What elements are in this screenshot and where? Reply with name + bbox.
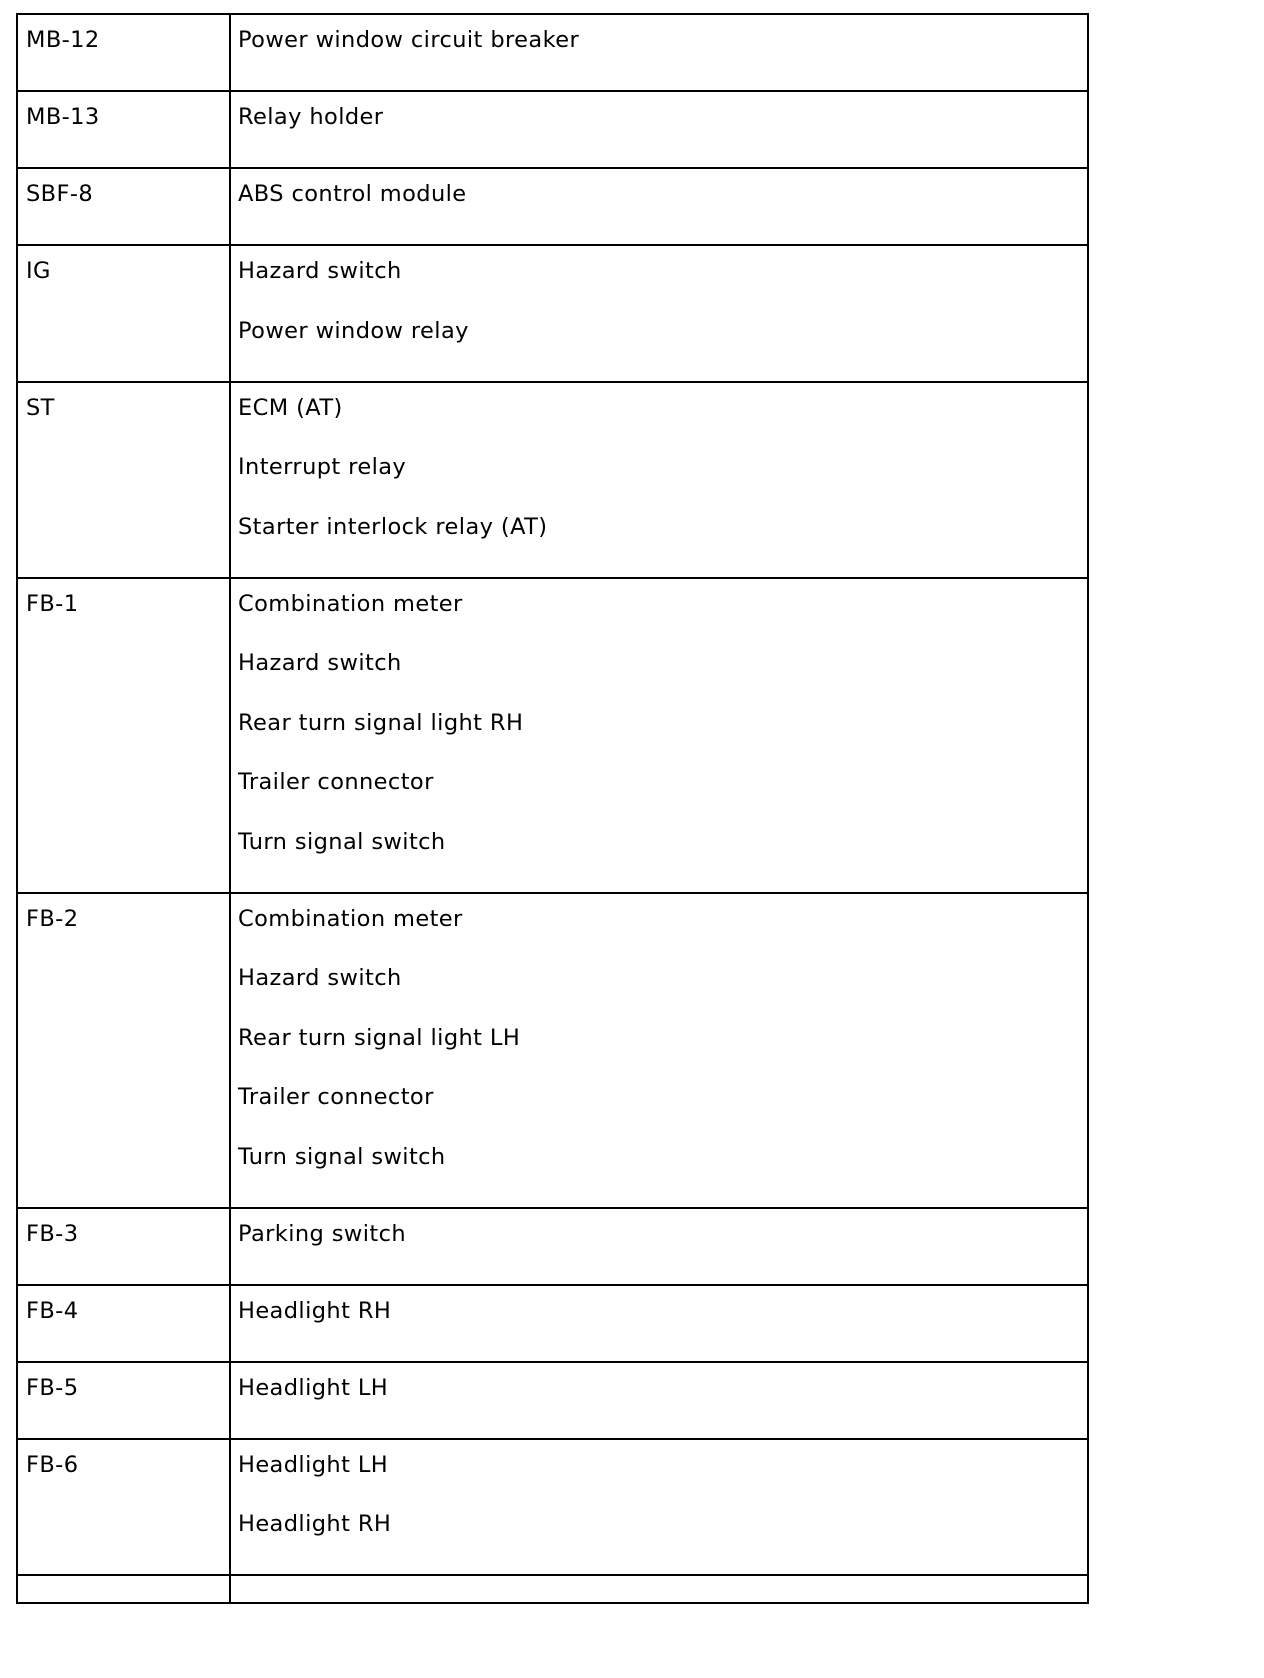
table-continuation-row (17, 1575, 1088, 1603)
components-cell (230, 91, 1088, 168)
fuse-cell (17, 245, 230, 382)
component-item: Combination meter (238, 590, 463, 617)
table-row (17, 14, 1088, 91)
component-item: Hazard switch (238, 258, 402, 284)
table-row (17, 893, 1088, 1208)
component-item: Power window relay (238, 317, 469, 344)
fuse-label: SBF-8 (26, 181, 94, 207)
fuse-cell (17, 1439, 230, 1576)
table-row (17, 91, 1088, 168)
component-item: Relay holder (238, 104, 384, 130)
fuse-label: IG (26, 258, 51, 284)
components-cell (230, 1285, 1088, 1362)
table-row (17, 168, 1088, 245)
table-row (17, 382, 1088, 578)
component-item: Turn signal switch (238, 828, 446, 855)
component-item: Hazard switch (238, 965, 402, 991)
components-cell (230, 382, 1088, 578)
fuse-label: MB-13 (26, 104, 100, 130)
components-cell (230, 14, 1088, 91)
component-item: Parking switch (238, 1220, 406, 1247)
components-cell (230, 245, 1088, 382)
fuse-application-table (16, 13, 1089, 1604)
continuation-cell (230, 1575, 1088, 1603)
fuse-label: FB-4 (26, 1297, 79, 1324)
fuse-label: MB-12 (26, 27, 100, 53)
fuse-label: ST (26, 394, 55, 421)
fuse-label: FB-3 (26, 1220, 79, 1247)
fuse-label: FB-1 (26, 590, 79, 617)
table-row (17, 1285, 1088, 1362)
component-item: Headlight LH (238, 1374, 389, 1401)
continuation-cell (17, 1575, 230, 1603)
fuse-cell (17, 1362, 230, 1439)
fuse-cell (17, 168, 230, 245)
fuse-cell (17, 91, 230, 168)
components-cell (230, 1362, 1088, 1439)
table-row (17, 1439, 1088, 1576)
fuse-cell (17, 14, 230, 91)
component-item: Trailer connector (238, 769, 434, 795)
component-item: Interrupt relay (238, 454, 407, 480)
component-item: Rear turn signal light RH (238, 709, 524, 736)
components-cell (230, 578, 1088, 893)
fuse-table-body (17, 14, 1088, 1603)
components-cell (230, 1208, 1088, 1285)
component-item: Headlight LH (238, 1451, 389, 1478)
component-item: Power window circuit breaker (238, 27, 580, 53)
component-item: Starter interlock relay (AT) (238, 513, 548, 540)
fuse-cell (17, 1208, 230, 1285)
table-row (17, 1362, 1088, 1439)
component-item: Trailer connector (238, 1084, 434, 1110)
component-item: ABS control module (238, 181, 467, 207)
component-item: Combination meter (238, 905, 463, 932)
fuse-cell (17, 893, 230, 1208)
fuse-cell (17, 578, 230, 893)
table-row (17, 578, 1088, 893)
component-item: Headlight RH (238, 1297, 392, 1324)
component-item: Rear turn signal light LH (238, 1024, 521, 1051)
fuse-label: FB-6 (26, 1451, 79, 1478)
component-item: Hazard switch (238, 650, 402, 676)
fuse-cell (17, 1285, 230, 1362)
fuse-label: FB-2 (26, 905, 79, 932)
components-cell (230, 168, 1088, 245)
fuse-label: FB-5 (26, 1374, 79, 1401)
table-row (17, 245, 1088, 382)
table-row (17, 1208, 1088, 1285)
component-item: Turn signal switch (238, 1143, 446, 1170)
component-item: ECM (AT) (238, 394, 343, 421)
components-cell (230, 893, 1088, 1208)
fuse-cell (17, 382, 230, 578)
component-item: Headlight RH (238, 1511, 392, 1537)
components-cell (230, 1439, 1088, 1576)
